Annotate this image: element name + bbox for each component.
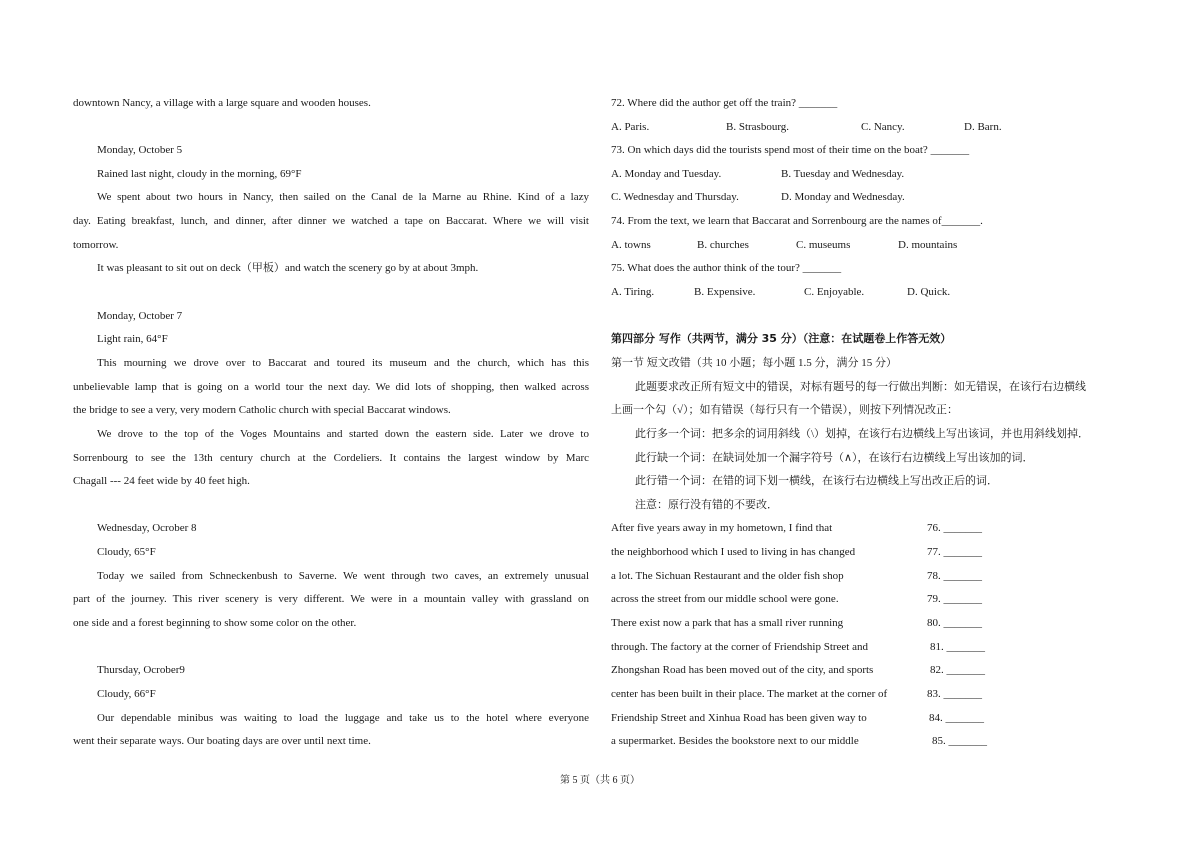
entry-date: Monday, October 5	[97, 144, 183, 156]
entry-date: Thursday, Ocrober9	[97, 664, 185, 676]
instruction-line: 此行缺一个词：在缺词处加一个漏字符号（∧），在该行右边横线上写出该加的词．	[635, 452, 1034, 464]
question-stem: 72. Where did the author get off the train? _______	[611, 97, 838, 109]
passage-line: a supermarket. Besides the bookstore next to our middle	[611, 735, 859, 747]
question-option: D. mountains	[898, 239, 958, 251]
answer-blank: 82. _______	[930, 664, 985, 676]
entry-weather: Rained last night, cloudy in the morning, 69°F	[97, 168, 302, 180]
answer-blank: 85. _______	[932, 735, 987, 747]
entry-weather: Light rain, 64°F	[97, 333, 168, 345]
part-heading: 第四部分 写作（共两节，满分 35 分）（注意：在试题卷上作答无效）	[611, 332, 952, 345]
paragraph-line: day. Eating breakfast, lunch, and dinner, after dinner we watched a tape on Baccarat. Where we will visit	[73, 215, 589, 227]
intro-line: downtown Nancy, a village with a large square and wooden houses.	[73, 97, 371, 109]
question-option: B. Strasbourg.	[726, 121, 790, 133]
paragraph-line: the bridge to see a very, very modern Catholic church with special Baccarat windows.	[73, 404, 451, 416]
passage-line: a lot. The Sichuan Restaurant and the older fish shop	[611, 570, 844, 582]
entry-weather: Cloudy, 65°F	[97, 546, 156, 558]
answer-blank: 77. _______	[927, 546, 982, 558]
paragraph-line: We drove to the top of the Voges Mountains and started down the eastern side. Later we drove to	[97, 428, 589, 440]
passage-line: through. The factory at the corner of Friendship Street and	[611, 641, 868, 653]
paragraph-line: Chagall --- 24 feet wide by 40 feet high.	[73, 475, 250, 487]
answer-blank: 80. _______	[927, 617, 982, 629]
question-stem: 74. From the text, we learn that Baccarat and Sorrenbourg are the names of_______.	[611, 215, 983, 227]
answer-blank: 76. _______	[927, 522, 982, 534]
entry-date: Wednesday, Ocrober 8	[97, 522, 197, 534]
instruction-line: 此行错一个词：在错的词下划一横线，在该行右边横线上写出改正后的词．	[635, 475, 998, 487]
question-option: A. towns	[611, 239, 651, 251]
passage-line: center has been built in their place. The market at the corner of	[611, 688, 888, 700]
question-option: D. Quick.	[907, 286, 951, 298]
paragraph-line: Our dependable minibus was waiting to load the luggage and take us to the hotel where everyone	[97, 712, 589, 724]
question-stem: 73. On which days did the tourists spend most of their time on the boat? _______	[611, 144, 970, 156]
passage-line: There exist now a park that has a small river running	[611, 617, 844, 629]
question-option: B. Tuesday and Wednesday.	[781, 168, 905, 180]
passage-line: After five years away in my hometown, I find that	[611, 522, 833, 534]
question-option: C. Nancy.	[861, 121, 905, 133]
instruction-line: 上画一个勾（√）；如有错误（每行只有一个错误），则按下列情况改正：	[611, 404, 959, 416]
answer-blank: 78. _______	[927, 570, 982, 582]
page-footer: 第 5 页（共 6 页）	[560, 775, 640, 786]
paragraph-line: went their separate ways. Our boating days are over until next time.	[73, 735, 371, 747]
question-option: A. Paris.	[611, 121, 650, 133]
passage-line: across the street from our middle school were gone.	[611, 593, 839, 605]
paragraph-line: It was pleasant to sit out on deck（甲板）and watch the scenery go by at about 3mph.	[97, 262, 479, 274]
paragraph-line: one side and a forest beginning to show some color on the other.	[73, 617, 357, 629]
instruction-line: 此行多一个词：把多余的词用斜线（\）划掉，在该行右边横线上写出该词，并也用斜线划掉．	[635, 428, 1090, 440]
paragraph-line: Today we sailed from Schneckenbush to Saverne. We went through two caves, an extremely unusual	[97, 570, 589, 582]
question-option: C. Enjoyable.	[804, 286, 865, 298]
paragraph-line: We spent about two hours in Nancy, then sailed on the Canal de la Marne au Rhine. Kind of a lazy	[97, 191, 589, 203]
question-option: B. Expensive.	[694, 286, 756, 298]
paragraph-line: tomorrow.	[73, 239, 119, 251]
paragraph-line: unbelievable lamp that is going on a world tour the next day. We did lots of shopping, then walked across	[73, 381, 589, 393]
answer-blank: 84. _______	[929, 712, 984, 724]
question-option: C. museums	[796, 239, 851, 251]
paragraph-line: This mourning we drove over to Baccarat and toured its museum and the church, which has this	[97, 357, 589, 369]
question-option: C. Wednesday and Thursday.	[611, 191, 739, 203]
question-option: A. Monday and Tuesday.	[611, 168, 722, 180]
question-option: B. churches	[697, 239, 749, 251]
section-heading: 第一节 短文改错（共 10 小题；每小题 1.5 分，满分 15 分）	[611, 357, 897, 369]
passage-line: the neighborhood which I used to living in has changed	[611, 546, 856, 558]
question-option: D. Barn.	[964, 121, 1002, 133]
entry-date: Monday, October 7	[97, 310, 183, 322]
answer-blank: 83. _______	[927, 688, 982, 700]
paragraph-line: Sorrenbourg to see the 13th century church at the Cordeliers. It contains the largest window by Marc	[73, 452, 589, 464]
paragraph-line: part of the journey. This river scenery is very different. We were in a mountain valley with grassland on	[73, 593, 589, 605]
question-option: A. Tiring.	[611, 286, 655, 298]
answer-blank: 79. _______	[927, 593, 982, 605]
passage-line: Friendship Street and Xinhua Road has been given way to	[611, 712, 867, 724]
instruction-line: 此题要求改正所有短文中的错误，对标有题号的每一行做出判断：如无错误，在该行右边横线	[635, 381, 1086, 393]
entry-weather: Cloudy, 66°F	[97, 688, 156, 700]
answer-blank: 81. _______	[930, 641, 985, 653]
question-stem: 75. What does the author think of the tour? _______	[611, 262, 842, 274]
passage-line: Zhongshan Road has been moved out of the city, and sports	[611, 664, 874, 676]
question-option: D. Monday and Wednesday.	[781, 191, 905, 203]
instruction-line: 注意：原行没有错的不要改．	[635, 499, 778, 511]
